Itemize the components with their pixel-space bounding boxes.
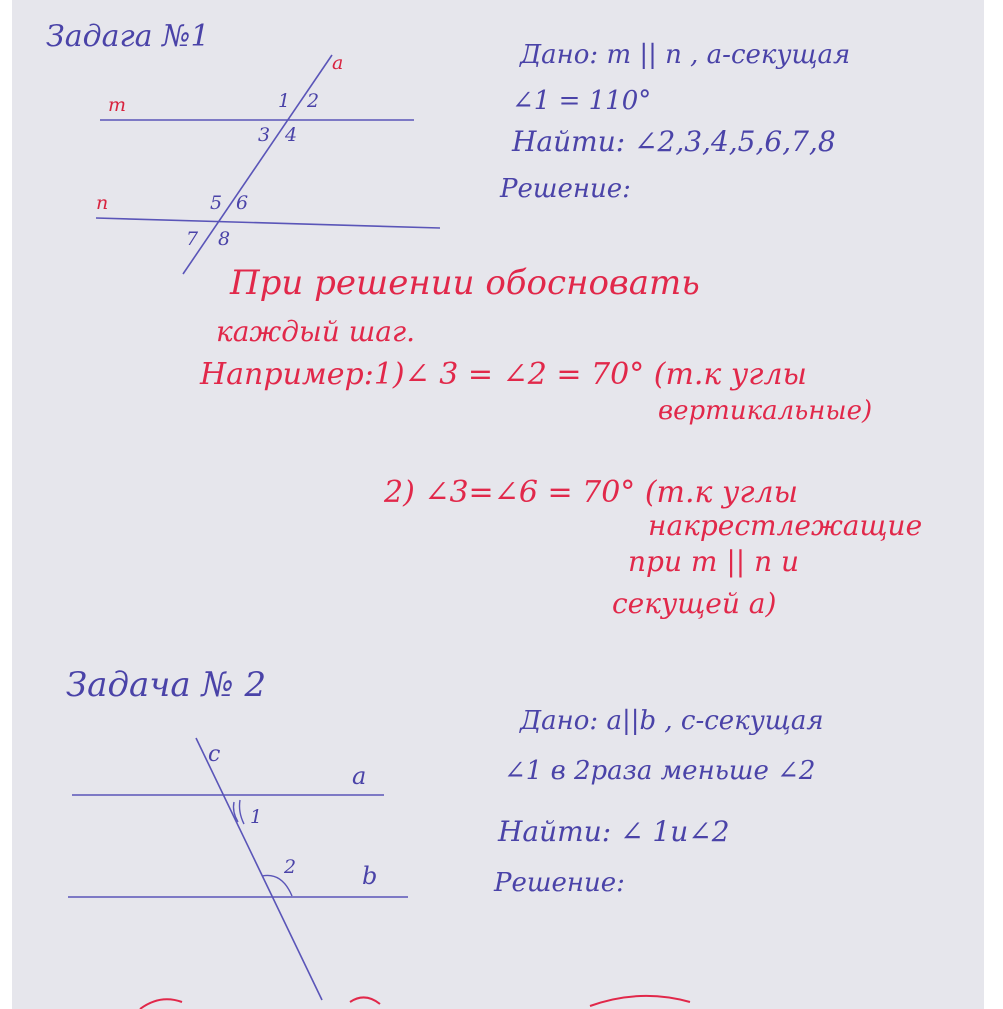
task1-given-line1: Дано: m || n , a-секущая xyxy=(520,40,851,70)
task2-label-angle2: 2 xyxy=(284,856,297,878)
task2-angle1-arc xyxy=(240,800,245,824)
task1-label-angle7: 7 xyxy=(186,228,199,250)
task2-label-line-a: a xyxy=(352,762,367,790)
teacher-example-2a: 2) ∠3=∠6 = 70° (т.к углы xyxy=(384,475,799,510)
task1-label-n: n xyxy=(96,192,109,214)
task1-line-n xyxy=(96,218,440,228)
task2-given-line2: ∠1 в 2раза меньше ∠2 xyxy=(504,756,816,786)
task1-solution: Решение: xyxy=(500,174,631,204)
teacher-example-1a: Например:1)∠ 3 = ∠2 = 70° (т.к углы xyxy=(200,357,807,392)
task1-label-angle6: 6 xyxy=(236,192,249,214)
task1-label-angle4: 4 xyxy=(285,124,298,146)
task1-title: Задага №1 xyxy=(46,19,210,54)
teacher-note-line2: каждый шаг. xyxy=(216,315,415,348)
teacher-example-1b: вертикальные) xyxy=(658,396,873,426)
teacher-example-2d: секущей a) xyxy=(612,587,777,620)
task1-label-angle5: 5 xyxy=(210,192,223,214)
task1-label-m: m xyxy=(108,94,127,116)
teacher-example-2c: при m || n и xyxy=(628,545,800,578)
task2-label-secant-c: c xyxy=(208,742,221,767)
task1-label-angle2: 2 xyxy=(307,90,320,112)
task1-label-angle3: 3 xyxy=(258,124,271,146)
task1-find: Найти: ∠2,3,4,5,6,7,8 xyxy=(512,125,836,158)
task1-given-line2: ∠1 = 110° xyxy=(512,86,652,116)
task2-given-line1: Дано: a||b , c-секущая xyxy=(520,706,824,736)
teacher-example-2b: накрестлежащие xyxy=(648,509,923,542)
task2-label-angle1: 1 xyxy=(250,806,263,828)
bottom-red-scribble xyxy=(140,996,690,1009)
task2-find: Найти: ∠ 1и∠2 xyxy=(498,815,730,848)
task2-label-line-b: b xyxy=(362,862,378,890)
task1-label-angle8: 8 xyxy=(218,228,231,250)
task2-solution: Решение: xyxy=(494,868,625,898)
task1-label-secant-a: a xyxy=(332,52,344,74)
task2-title: Задача № 2 xyxy=(66,665,267,705)
task2-secant-c xyxy=(196,738,322,1000)
teacher-note-line1: При решении обосновать xyxy=(230,263,700,303)
task1-secant-a xyxy=(183,55,332,274)
task1-label-angle1: 1 xyxy=(278,90,291,112)
